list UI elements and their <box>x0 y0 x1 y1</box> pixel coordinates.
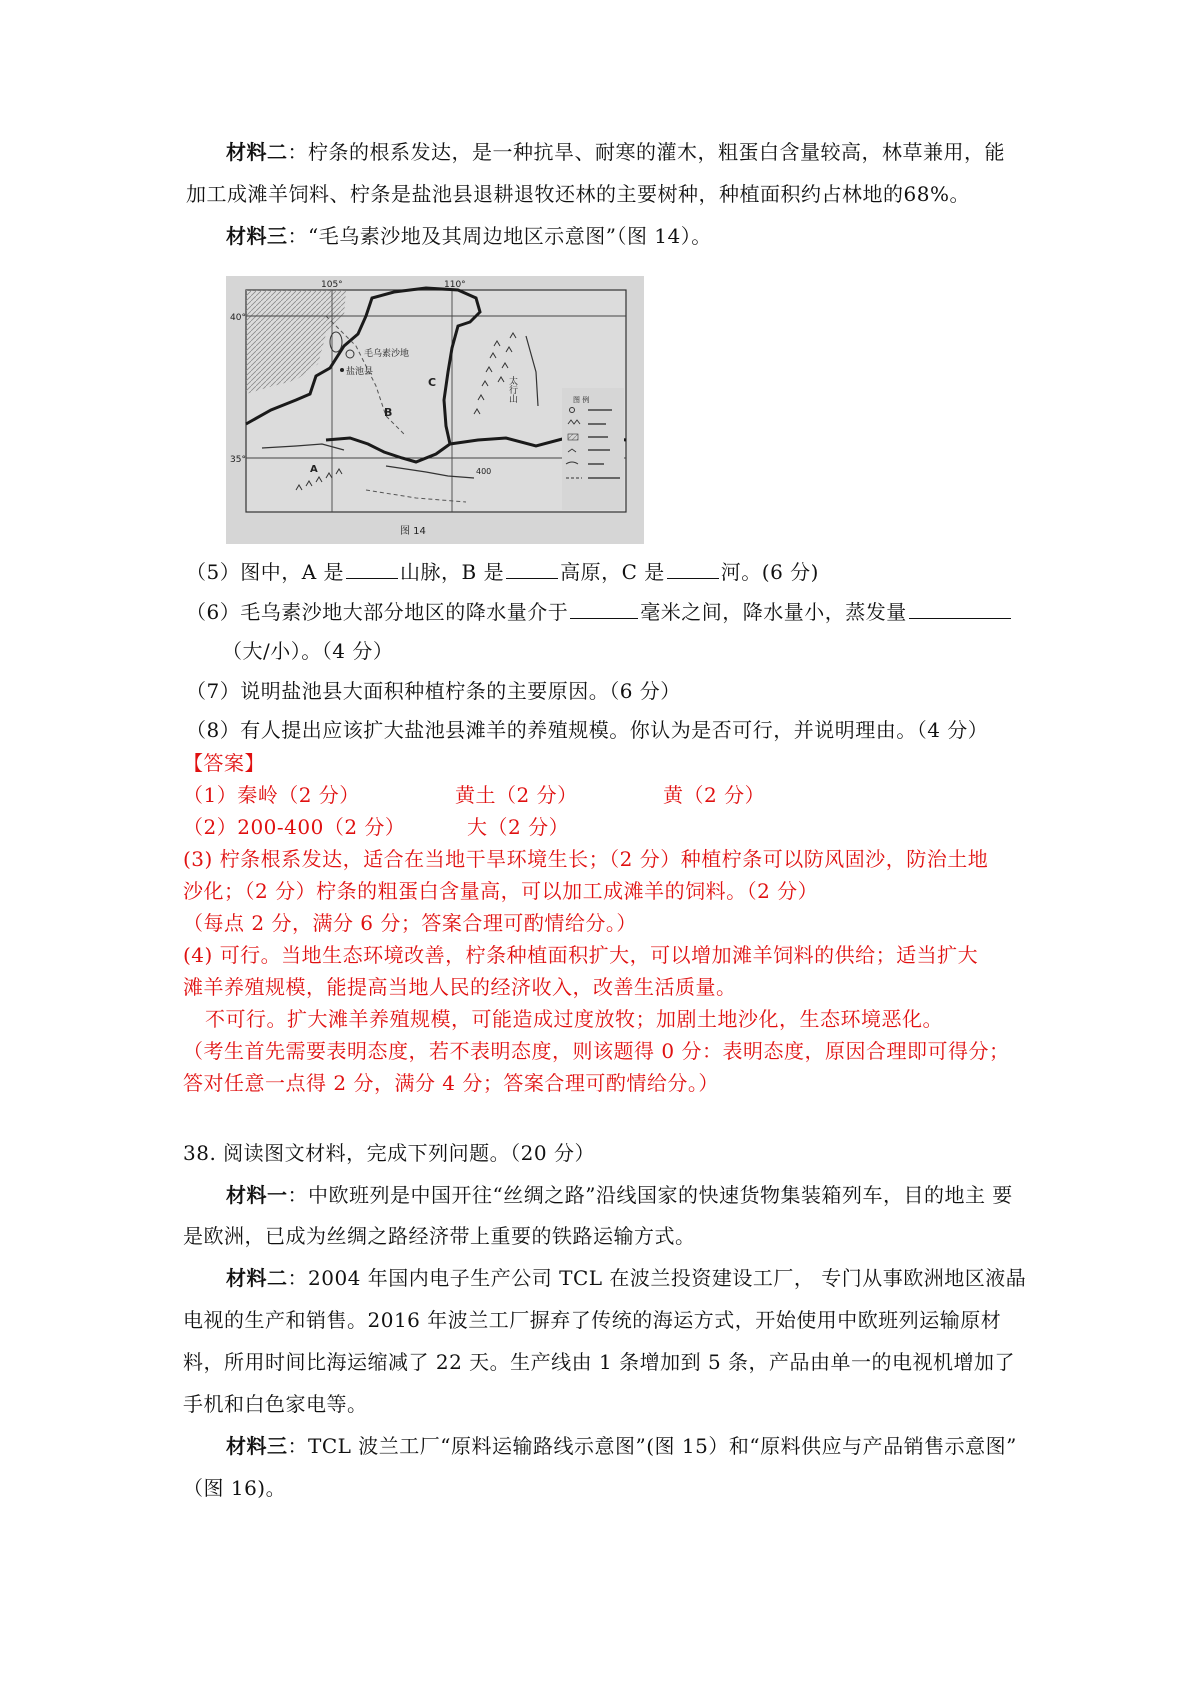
label-lon-110: 110° <box>444 280 466 290</box>
figure-14-caption: 图 14 <box>400 526 426 537</box>
legend-title: 图 例 <box>573 396 590 404</box>
material-2-text: ：柠条的根系发达，是一种抗旱、耐寒的灌木，粗蛋白含量较高，林草兼用，能 <box>287 140 1005 164</box>
answer-4-note-2: 答对任意一点得 2 分，满分 4 分；答案合理可酌情给分。） <box>183 1071 719 1095</box>
q5-blank-b[interactable] <box>506 558 558 579</box>
q38-material-1-line-2: 是欧洲，已成为丝绸之路经济带上重要的铁路运输方式。 <box>183 1224 696 1248</box>
q38-material-2-line-3: 料，所用时间比海运缩减了 22 天。生产线由 1 条增加到 5 条，产品由单一的电视机增加了 <box>183 1350 1016 1374</box>
answer-4-line-2: 滩羊养殖规模，能提高当地人民的经济收入，改善生活质量。 <box>183 975 737 999</box>
question-6-line-1 <box>186 598 1013 626</box>
label-lat-40: 40° <box>230 313 246 323</box>
answer-3-note: （每点 2 分，满分 6 分；答案合理可酌情给分。） <box>183 911 637 935</box>
q5-mid-1: 山脉，B 是 <box>400 560 505 584</box>
label-taihang: 太行山 <box>507 376 517 403</box>
q38-material-1-line-1 <box>226 1181 1013 1209</box>
material-3-line <box>226 222 712 250</box>
q5-blank-a[interactable] <box>346 558 398 579</box>
material-3-text: ：“毛乌素沙地及其周边地区示意图”（图 14）。 <box>287 224 712 248</box>
label-mu-us: 毛乌素沙地 <box>364 349 410 359</box>
label-lat-35: 35° <box>230 455 246 465</box>
q38-material-3-text: ：TCL 波兰工厂“原料运输路线示意图”(图 15）和“原料供应与产品销售示意图” <box>287 1434 1017 1458</box>
material-2-line-1 <box>226 138 1005 166</box>
answer-heading: 【答案】 <box>183 751 265 775</box>
answer-3-line-1: (3) 柠条根系发达，适合在当地干旱环境生长；（2 分）种植柠条可以防风固沙，防治土地 <box>183 847 989 871</box>
q6-prefix: （6）毛乌素沙地大部分地区的降水量介于 <box>186 600 569 624</box>
label-a: A <box>310 464 318 475</box>
q5-suffix: 河。(6 分) <box>720 560 819 584</box>
answer-3-line-2: 沙化；（2 分）柠条的粗蛋白含量高，可以加工成滩羊的饲料。（2 分） <box>183 879 819 903</box>
q38-material-2-text: ：2004 年国内电子生产公司 TCL 在波兰投资建设工厂， 专门从事欧洲地区液晶 <box>287 1266 1027 1290</box>
q6-mid: 毫米之间，降水量小，蒸发量 <box>640 600 907 624</box>
answer-1-b: 黄土（2 分） <box>455 783 578 807</box>
q5-mid-2: 高原，C 是 <box>560 560 665 584</box>
material-2-line-2: 加工成滩羊饲料、柠条是盐池县退耕退牧还林的主要树种，种植面积约占林地的68%。 <box>186 182 970 206</box>
q6-blank-evaporation[interactable] <box>909 598 1011 619</box>
q38-material-3-line-1 <box>226 1432 1017 1460</box>
question-5 <box>186 558 819 586</box>
label-c: C <box>428 376 437 389</box>
figure-14-map <box>226 276 644 544</box>
answer-1-a: （1）秦岭（2 分） <box>183 783 360 807</box>
q38-material-2-line-1 <box>226 1264 1026 1292</box>
label-b: B <box>384 406 393 419</box>
q38-material-2-line-2: 电视的生产和销售。2016 年波兰工厂摒弃了传统的海运方式，开始使用中欧班列运输原材 <box>183 1308 1002 1332</box>
answer-2-a: （2）200-400（2 分） <box>183 815 406 839</box>
q38-material-3-line-2: （图 16)。 <box>183 1476 287 1500</box>
q38-material-2-line-4: 手机和白色家电等。 <box>183 1392 368 1416</box>
q38-material-2-label: 材料二 <box>226 1266 288 1290</box>
answer-4-line-3: 不可行。扩大滩羊养殖规模，可能造成过度放牧；加剧土地沙化，生态环境恶化。 <box>205 1007 943 1031</box>
q6-blank-range[interactable] <box>570 598 638 619</box>
question-7: （7）说明盐池县大面积种植柠条的主要原因。（6 分） <box>186 679 681 703</box>
material-2-label: 材料二 <box>226 140 288 164</box>
question-8: （8）有人提出应该扩大盐池县滩羊的养殖规模。你认为是否可行，并说明理由。（4 分） <box>186 718 989 742</box>
q5-blank-c[interactable] <box>667 558 719 579</box>
q38-material-1-text: ：中欧班列是中国开往“丝绸之路”沿线国家的快速货物集装箱列车，目的地主 要 <box>287 1183 1013 1207</box>
answer-4-note-1: （考生首先需要表明态度，若不表明态度，则该题得 0 分：表明态度，原因合理即可得分； <box>183 1039 1010 1063</box>
label-yanchi: 盐池县 <box>346 367 374 377</box>
answer-4-line-1: (4) 可行。当地生态环境改善，柠条种植面积扩大，可以增加滩羊饲料的供给；适当扩大 <box>183 943 979 967</box>
q38-material-1-label: 材料一 <box>226 1183 288 1207</box>
q38-material-3-label: 材料三 <box>226 1434 288 1458</box>
material-3-label: 材料三 <box>226 224 288 248</box>
question-6-line-2: （大/小）。（4 分） <box>222 639 394 663</box>
question-38-stem: 38. 阅读图文材料，完成下列问题。（20 分） <box>183 1141 595 1165</box>
q5-prefix: （5）图中，A 是 <box>186 560 345 584</box>
map-legend <box>562 388 624 510</box>
label-isohyet: 400 <box>476 467 492 476</box>
answer-2-b: 大（2 分） <box>467 815 570 839</box>
answer-1-c: 黄（2 分） <box>663 783 766 807</box>
label-lon-105: 105° <box>321 280 343 290</box>
